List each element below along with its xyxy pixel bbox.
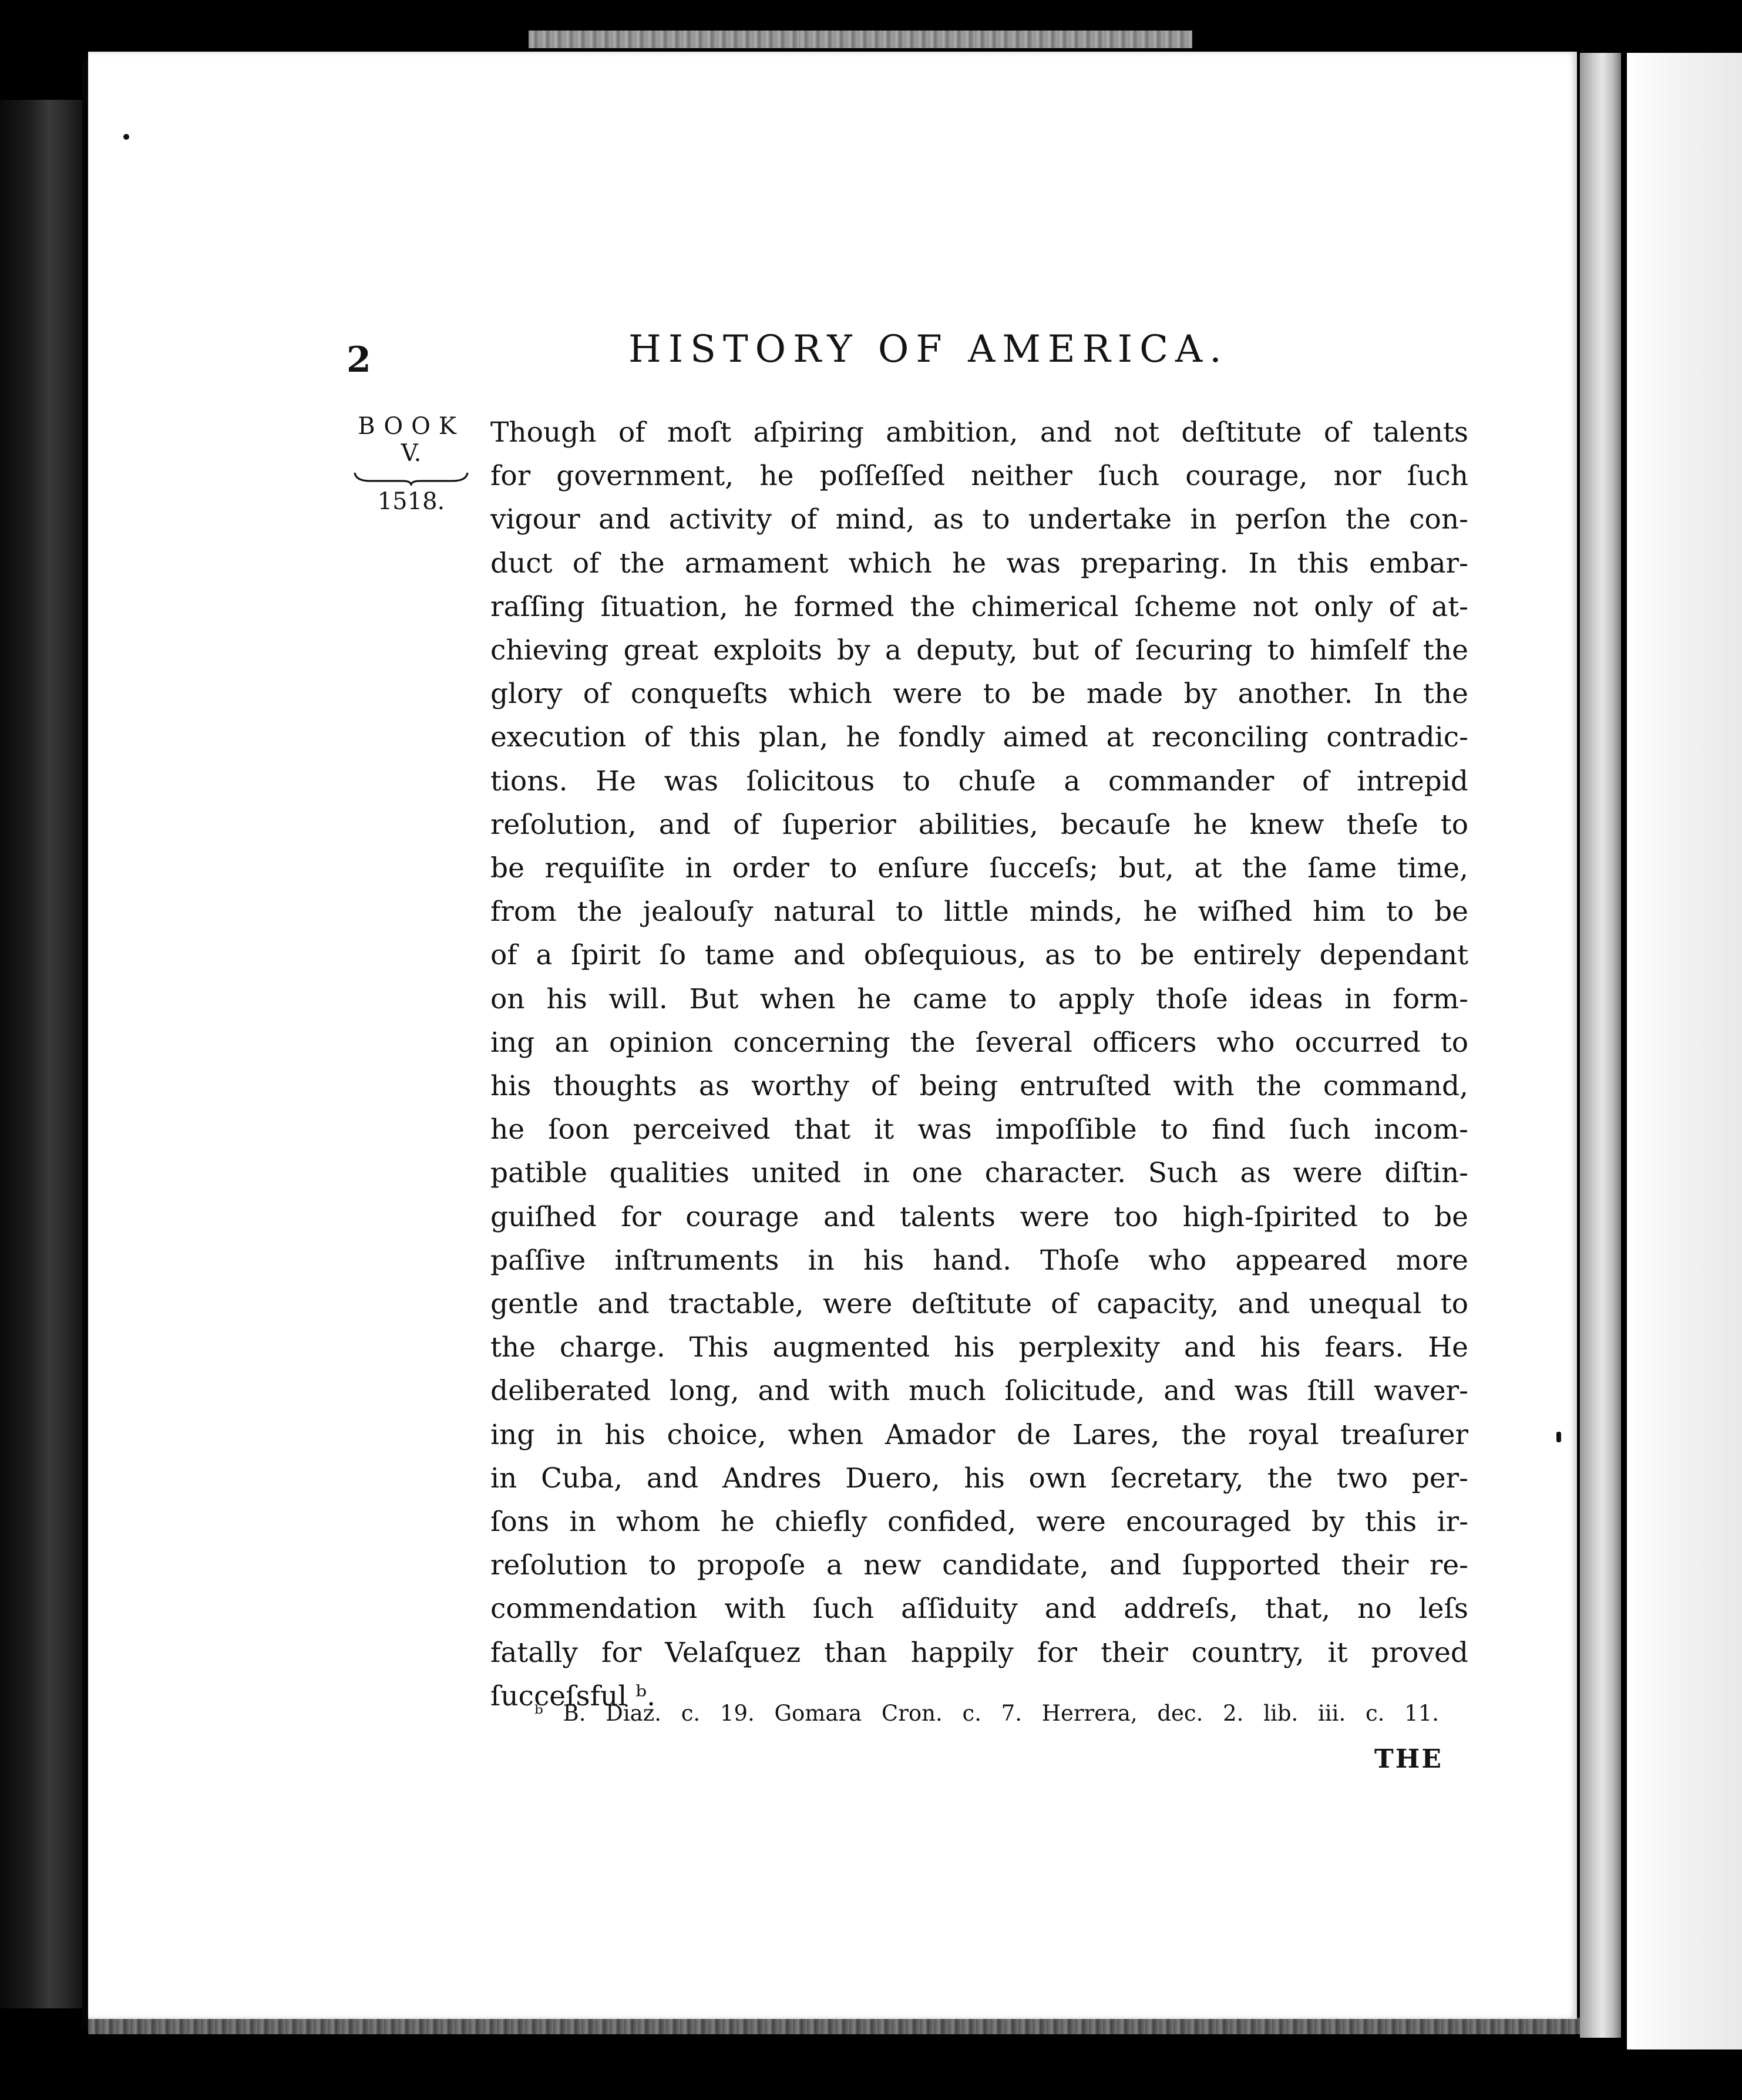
year-note: 1518. [377, 488, 445, 515]
body-line: ing in his choice, when Amador de Lares, the royal treaſurer [490, 1418, 1468, 1451]
margin-note [335, 413, 487, 515]
body-line: paſſive inſtruments in his hand. Thoſe who appeared more [490, 1244, 1468, 1277]
body-line: patible qualities united in one character. Such as were diſtin- [490, 1157, 1468, 1190]
body-line: chieving great exploits by a deputy, but of ſecuring to himſelf the [490, 634, 1468, 667]
body-line: on his will. But when he came to apply thoſe ideas in form- [490, 982, 1468, 1015]
body-line: the charge. This augmented his perplexity and his fears. He [490, 1331, 1468, 1364]
scan-top-edge-noise [529, 31, 1192, 48]
scan-bottom-edge-noise [88, 2018, 1580, 2034]
book-number: V. [401, 440, 422, 467]
body-line: in Cuba, and Andres Duero, his own ſecretary, the two per- [490, 1462, 1468, 1495]
body-line: reſolution, and of ſuperior abilities, becauſe he knew theſe to [490, 808, 1468, 841]
body-line: his thoughts as worthy of being entruſted with the command, [490, 1070, 1468, 1103]
footnote: ᵇ B. Diaz. c. 19. Gomara Cron. c. 7. Herrera, dec. 2. lib. iii. c. 11. [534, 1701, 1439, 1726]
body-line: ing an opinion concerning the ſeveral officers who occurred to [490, 1026, 1468, 1059]
body-line: he ſoon perceived that it was impoſſible to find ſuch incom- [490, 1113, 1468, 1146]
adjacent-page-fore-edge [1580, 53, 1621, 2038]
body-line: of a ſpirit ſo tame and obſequious, as to be entirely dependant [490, 939, 1468, 972]
body-line: Though of moſt aſpiring ambition, and not deſtitute of talents [490, 416, 1468, 449]
body-line: raſſing ſituation, he formed the chimerical ſcheme not only of at- [490, 590, 1468, 623]
ink-speck [123, 134, 129, 140]
body-line: glory of conqueſts which were to be made by another. In the [490, 678, 1468, 711]
body-line: duct of the armament which he was preparing. In this embar- [490, 547, 1468, 580]
body-line: ſons in whom he chiefly confided, were encouraged by this ir- [490, 1506, 1468, 1539]
body-line: guiſhed for courage and talents were too high-ſpirited to be [490, 1200, 1468, 1233]
body-line: from the jealouſy natural to little minds, he wiſhed him to be [490, 896, 1468, 928]
body-line: reſolution to propoſe a new candidate, and ſupported their re- [490, 1549, 1468, 1582]
page-number: 2 [347, 339, 371, 381]
body-line: commendation with ſuch aſſiduity and addreſs, that, no leſs [490, 1593, 1468, 1626]
body-line: vigour and activity of mind, as to undertake in perſon the con- [490, 503, 1468, 536]
body-line: tions. He was ſolicitous to chuſe a commander of intrepid [490, 765, 1468, 797]
body-text [490, 411, 1468, 1718]
book-page [88, 52, 1577, 2019]
catchword: THE [1374, 1744, 1443, 1774]
book-spine-edge [0, 100, 82, 2008]
running-head [88, 328, 1577, 392]
body-line: be requiſite in order to enſure ſucceſs; but, at the ſame time, [490, 852, 1468, 885]
running-title: HISTORY OF AMERICA. [628, 328, 1229, 371]
ink-speck [1556, 1432, 1561, 1442]
spine-gap [82, 59, 88, 2026]
body-line: fatally for Velaſquez than happily for their country, it proved [490, 1636, 1468, 1669]
brace-ornament [352, 470, 470, 486]
book-label: BOOK [358, 413, 465, 440]
body-line: for government, he poſſeſſed neither ſuch courage, nor ſuch [490, 460, 1468, 493]
body-line: execution of this plan, he fondly aimed at reconciling contradic- [490, 721, 1468, 754]
body-line: gentle and tractable, were deſtitute of capacity, and unequal to [490, 1288, 1468, 1321]
adjacent-page-sliver [1627, 53, 1742, 2049]
body-line: ſucceſsful ᵇ. [490, 1680, 656, 1712]
body-line: deliberated long, and with much ſolicitude, and was ſtill waver- [490, 1375, 1468, 1408]
